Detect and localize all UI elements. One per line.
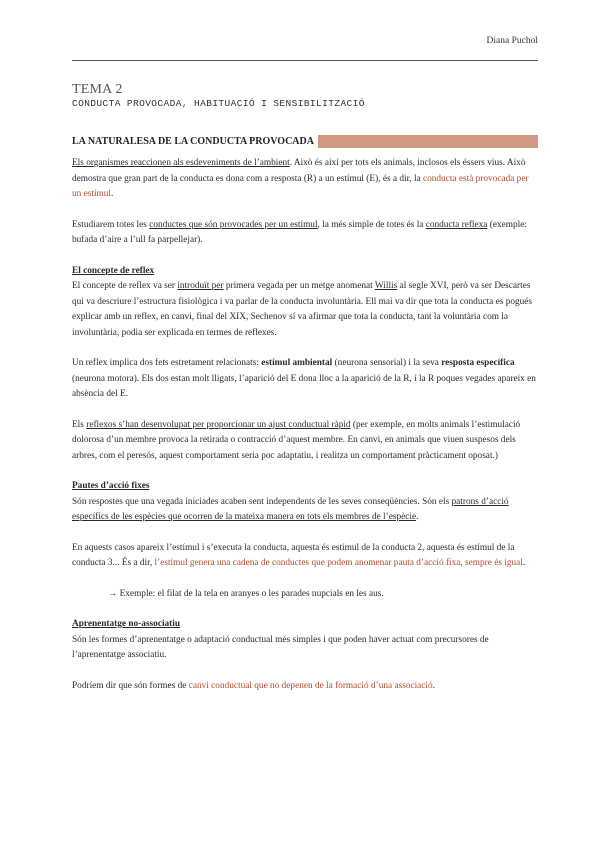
subheading-reflex: El concepte de reflex [72, 265, 155, 276]
text-run: Estudiarem totes les [72, 219, 150, 230]
example-line: → Exemple: el filat de la tela en aranyes o les parades nupcials en les aus. [108, 588, 384, 599]
underlined-text: introduït per [177, 281, 224, 291]
bold-text: resposta específica [441, 358, 515, 368]
text-run: (exemple: bufada d’aire a l’ull fa parpellejar). [72, 219, 527, 245]
tema-title: TEMA 2 [72, 82, 123, 97]
underlined-text: conductes que són provocades per un estímul [149, 219, 318, 230]
text-run: primera vegada per un metge anomenat [223, 281, 375, 291]
text-run: . [432, 680, 435, 691]
paragraph [72, 156, 538, 203]
section-title: LA NATURALESA DE LA CONDUCTA PROVOCADA [72, 136, 314, 147]
subheading-aprenentatge: Aprenentatge no-associatiu [72, 619, 181, 629]
author-name: Diana Puchol [486, 36, 538, 46]
paragraph [72, 418, 538, 465]
paragraph: Són les formes d’aprenentatge o adaptació conductual més simples i que poden haver actuat com precursores de l’aprenentatge associatiu. [72, 634, 489, 660]
section-highlight-bar [318, 135, 538, 148]
text-run: El concepte de reflex va ser [72, 281, 178, 291]
highlighted-text: l’estímul genera una cadena de conductes que podem anomenar pauta d’acció fixa, sempre és igual [154, 558, 523, 568]
highlighted-text: canvi conductual que no depenen de la formació d’una associació [188, 680, 433, 691]
text-run: . [111, 189, 114, 199]
document-body [72, 156, 538, 694]
underlined-text: reflexos s’han desenvolupat per proporcionar un ajust conductual ràpid [86, 419, 351, 430]
text-run: , la més simple de totes és la [317, 219, 426, 230]
text-run: . [416, 512, 419, 522]
text-run: Són respostes que una vegada iniciades acaben sent independents de les seves conseqüències. Són els [72, 496, 452, 507]
text-run: Podríem dir que són formes de [72, 680, 189, 691]
underlined-text: patrons d’acció específics de les espècies que ocorren de la mateixa manera en tots els membres de l’espècie [72, 496, 509, 522]
paragraph [72, 495, 538, 526]
underlined-text: Willis [374, 281, 398, 291]
paragraph [72, 679, 538, 695]
text-run: (neurona motora). Els dos estan molt lligats, l’aparició del E dona lloc a la aparició de la R, i la R poques vegades apareix en absència del E. [72, 373, 536, 399]
header-rule [72, 60, 538, 61]
bold-text: estímul ambiental [261, 358, 333, 368]
subheading-pautes: Pautes d’acció fixes [72, 481, 150, 491]
text-run: . [522, 558, 526, 568]
paragraph [72, 541, 538, 572]
section-heading [72, 134, 538, 149]
text-run: En aquests casos apareix l’estímul i s’executa la conducta, aquesta és estímul de la conducta 2, aquesta és estímul de la conducta 3... És a dir, [72, 542, 515, 568]
highlighted-text: conducta està provocada per un estímul [72, 173, 529, 199]
text-run: Un reflex implica dos fets estretament relacionats: [72, 358, 262, 368]
text-run: (per exemple, en molts animals l’estimulació dolorosa d’un membre provoca la retirada o contracció d’aquest membre. En canvi, en animals que viuen suspesos dels arbres, com el peresós, aquest comportament seria poc adaptatiu, i realitza un comportament pràcticament oposat.) [72, 419, 521, 461]
paragraph [72, 356, 538, 403]
text-run: Els [72, 419, 87, 430]
paragraph [72, 218, 538, 249]
text-run: (neurona sensorial) i la seva [332, 358, 442, 368]
underlined-text: Els organismes reaccionen als esdeveniments de l’ambient [72, 158, 290, 168]
tema-subtitle: CONDUCTA PROVOCADA, HABITUACIÓ I SENSIBILITZACIÓ [72, 98, 365, 109]
paragraph [72, 279, 538, 341]
underlined-text: conducta reflexa [425, 219, 488, 230]
text-run: . Això és així per tots els animals, inclosos els éssers vius. Això demostra que gran part de la conducta es dona com a resposta (R) a un estímul (E), és a dir, la [72, 158, 526, 184]
text-run: al segle XVI, però va ser Descartes qui va descriure l’estructura fisiològica i va parlar de la conducta involuntària. Ell mai va dir que tota la conducta es pogués explicar amb un reflex, en canvi, final del XIX, Sechenov sí va afirmar que tota la conducta, tant la voluntària com la involuntària, podia ser explicada en termes de reflexes. [72, 281, 533, 338]
